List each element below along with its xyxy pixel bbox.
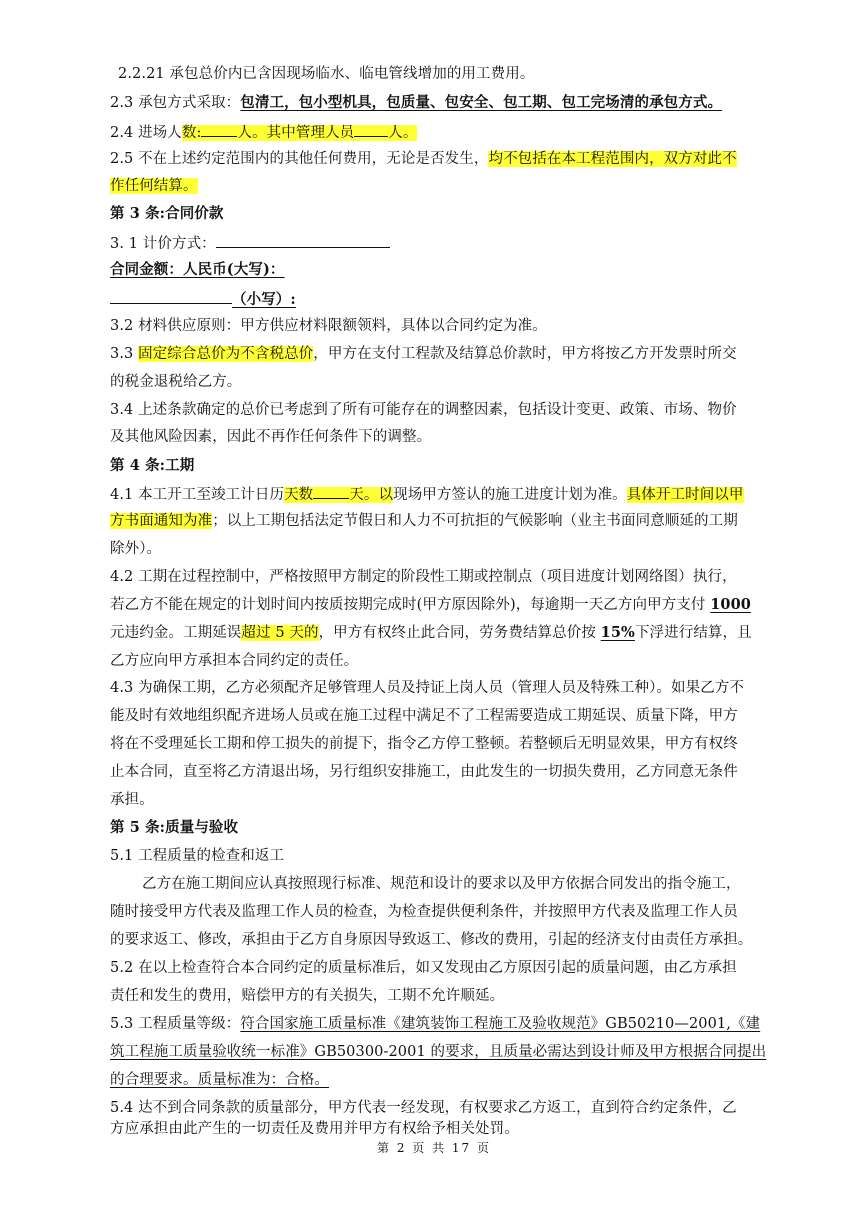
clause-text: 天。以 <box>349 487 394 503</box>
heading-text: 第 3 条:合同价款 <box>110 205 224 222</box>
highlight-text: 均不包括在本工程范围内，双方对此不 <box>488 151 737 167</box>
contract-amount-label: 合同金额：人民币(大写)： <box>110 261 285 278</box>
blank-field <box>313 483 349 499</box>
clause-5-1-cont <box>110 902 738 922</box>
clause-4-2 <box>110 567 737 587</box>
clause-text: ，甲方有权终止此合同，劳务费结算总价按 <box>318 625 601 641</box>
section-heading-3 <box>110 204 224 224</box>
clause-text: 3.2 材料供应原则：甲方供应材料限额领料，具体以合同约定为准。 <box>110 318 547 334</box>
clause-4-2-end <box>110 651 358 671</box>
highlight-text: 超过 5 天的 <box>241 625 319 641</box>
clause-5-3 <box>110 1014 760 1034</box>
quality-standard-text: 筑工程施工质量验收统一标准》GB50300-2001 的要求，且质量必需达到设计师及甲方根据合同提出 <box>110 1044 767 1060</box>
page-footer: 第 2 页 共 17 页 <box>377 1141 491 1155</box>
clause-text: 2.2.21 承包总价内已含因现场临水、临电管线增加的用工费用。 <box>118 66 535 82</box>
blank-field <box>354 121 388 137</box>
clause-5-2 <box>110 958 737 978</box>
amount-blank <box>110 288 232 304</box>
clause-text: 5.4 达不到合同条款的质量部分，甲方代表一经发现，有权要求乙方返工，直到符合约定条件，乙 <box>110 1100 737 1116</box>
clause-text: 乙方应向甲方承担本合同约定的责任。 <box>110 653 359 669</box>
clause-text: 承担。 <box>110 792 154 808</box>
clause-text: 的税金退税给乙方。 <box>110 374 242 390</box>
clause-2-5-cont <box>110 176 198 196</box>
clause-text: 天数 <box>284 487 314 503</box>
clause-text: 2.3 承包方式采取： <box>110 95 241 111</box>
clause-5-1-end <box>110 930 752 950</box>
quality-standard-text: 的合理要求。质量标准为：合格。 <box>110 1072 329 1088</box>
clause-2-5 <box>110 149 737 169</box>
section-heading-5 <box>110 818 238 838</box>
highlight-days <box>284 487 393 503</box>
clause-4-2-cont <box>110 595 751 615</box>
contract-method-text: 包清工，包小型机具，包质量、包安全、包工期、包工完场清的承包方式。 <box>240 94 723 111</box>
clause-3-2 <box>110 316 547 336</box>
clause-text: 及其他风险因素，因此不再作任何条件下的调整。 <box>110 429 432 445</box>
clause-4-3-end <box>110 790 154 810</box>
contract-amount-line <box>110 260 285 280</box>
clause-3-3-cont <box>110 372 241 392</box>
highlight-text: 作任何结算。 <box>110 178 198 194</box>
clause-text: 能及时有效地组织配齐进场人员或在施工过程中满足不了工程需要造成工期延误、质量下降，甲方 <box>110 708 738 724</box>
blank-field <box>201 121 237 137</box>
clause-2-2-21 <box>118 64 534 84</box>
clause-4-1 <box>110 483 744 505</box>
clause-text: 元违约金。工期延误 <box>110 625 242 641</box>
clause-text: 下浮进行结算，且 <box>634 625 752 641</box>
highlight-text: 固定综合总价为不含税总价 <box>138 346 314 362</box>
clause-4-1-cont <box>110 511 738 531</box>
clause-3-4 <box>110 400 737 420</box>
clause-3-4-cont <box>110 427 431 447</box>
clause-text: 4.2 工期在过程控制中，严格按照甲方制定的阶段性工期或控制点（项目进度计划网络图）执行， <box>110 569 737 585</box>
clause-text: 数: <box>181 125 202 141</box>
clause-text: 4.1 本工开工至竣工计日历 <box>110 487 285 503</box>
clause-4-3 <box>110 678 744 698</box>
heading-text: 第 4 条:工期 <box>110 457 195 474</box>
clause-5-1 <box>110 846 284 866</box>
contract-amount-small-line <box>110 288 296 310</box>
clause-text: 3.4 上述条款确定的总价已考虑到了所有可能存在的调整因素，包括设计变更、政策、市场、物价 <box>110 402 737 418</box>
highlight-workers <box>182 125 418 141</box>
clause-4-2-cont2 <box>110 623 752 643</box>
section-heading-4 <box>110 456 194 476</box>
clause-text: 责任和发生的费用，赔偿甲方的有关损失，工期不允许顺延。 <box>110 988 505 1004</box>
clause-text: ，甲方在支付工程款及结算总价款时，甲方将按乙方开发票时所交 <box>313 346 737 362</box>
clause-4-1-end <box>110 539 161 559</box>
heading-text: 第 5 条:质量与验收 <box>110 819 239 836</box>
clause-3-3 <box>110 344 737 364</box>
pricing-method-blank <box>216 232 390 248</box>
clause-text: 除外）。 <box>110 541 162 557</box>
quality-standard-text: 符合国家施工质量标准《建筑装饰工程施工及验收规范》GB50210—2001,《建 <box>240 1016 761 1032</box>
discount-rate: 15% <box>600 624 635 641</box>
clause-2-4 <box>110 121 417 143</box>
clause-text: 2.5 不在上述约定范围内的其他任何费用，无论是否发生， <box>110 151 489 167</box>
clause-text: 的要求返工、修改，承担由于乙方自身原因导致返工、修改的费用，引起的经济支付由责任方承担。 <box>110 932 753 948</box>
penalty-amount: 1000 <box>710 596 751 613</box>
clause-text: 3. 1 计价方式： <box>110 236 216 252</box>
clause-text: 将在不受理延长工期和停工损失的前提下，指令乙方停工整顿。若整顿后无明显效果，甲方有权终 <box>110 736 738 752</box>
clause-text: 5.2 在以上检查符合本合同约定的质量标准后，如又发现由乙方原因引起的质量问题，由乙方承担 <box>110 960 737 976</box>
clause-5-4 <box>110 1098 737 1118</box>
clause-text: 2.4 进场人 <box>110 125 182 141</box>
clause-2-3 <box>110 93 722 113</box>
clause-4-3-cont2 <box>110 734 738 754</box>
clause-text: 人。 <box>388 125 418 141</box>
contract-amount-small-label: （小写）: <box>232 291 296 308</box>
clause-5-1-body <box>142 874 741 894</box>
clause-text: 人。其中管理人员 <box>237 125 355 141</box>
clause-5-4-cont <box>110 1119 519 1139</box>
clause-text: 随时接受甲方代表及监理工作人员的检查，为检查提供便利条件，并按照甲方代表及监理工作人员 <box>110 904 738 920</box>
clause-text: 若乙方不能在规定的计划时间内按质按期完成时(甲方原因除外)，每逾期一天乙方向甲方支付 <box>110 597 711 613</box>
clause-text: 止本合同，直至将乙方清退出场，另行组织安排施工，由此发生的一切损失费用，乙方同意无条件 <box>110 764 738 780</box>
clause-4-3-cont <box>110 706 738 726</box>
clause-text: 3.3 <box>110 346 139 362</box>
highlight-text: 具体开工时间以甲 <box>626 487 744 503</box>
clause-5-3-end <box>110 1070 329 1090</box>
clause-5-3-cont <box>110 1042 766 1062</box>
clause-text: 5.1 工程质量的检查和返工 <box>110 848 285 864</box>
clause-text: 乙方在施工期间应认真按照现行标准、规范和设计的要求以及甲方依据合同发出的指令施工， <box>142 876 741 892</box>
highlight-text: 方书面通知为准 <box>110 513 213 529</box>
clause-4-3-cont3 <box>110 762 738 782</box>
clause-text: ；以上工期包括法定节假日和人力不可抗拒的气候影响（业主书面同意顺延的工期 <box>212 513 738 529</box>
clause-3-1 <box>110 232 390 254</box>
clause-text: 5.3 工程质量等级： <box>110 1016 241 1032</box>
clause-5-2-cont <box>110 986 504 1006</box>
clause-text: 4.3 为确保工期，乙方必须配齐足够管理人员及持证上岗人员（管理人员及特殊工种）。如果乙方不 <box>110 680 745 696</box>
clause-text: 方应承担由此产生的一切责任及费用并甲方有权给予相关处罚。 <box>110 1121 519 1137</box>
clause-text: 现场甲方签认的施工进度计划为准。 <box>393 487 627 503</box>
